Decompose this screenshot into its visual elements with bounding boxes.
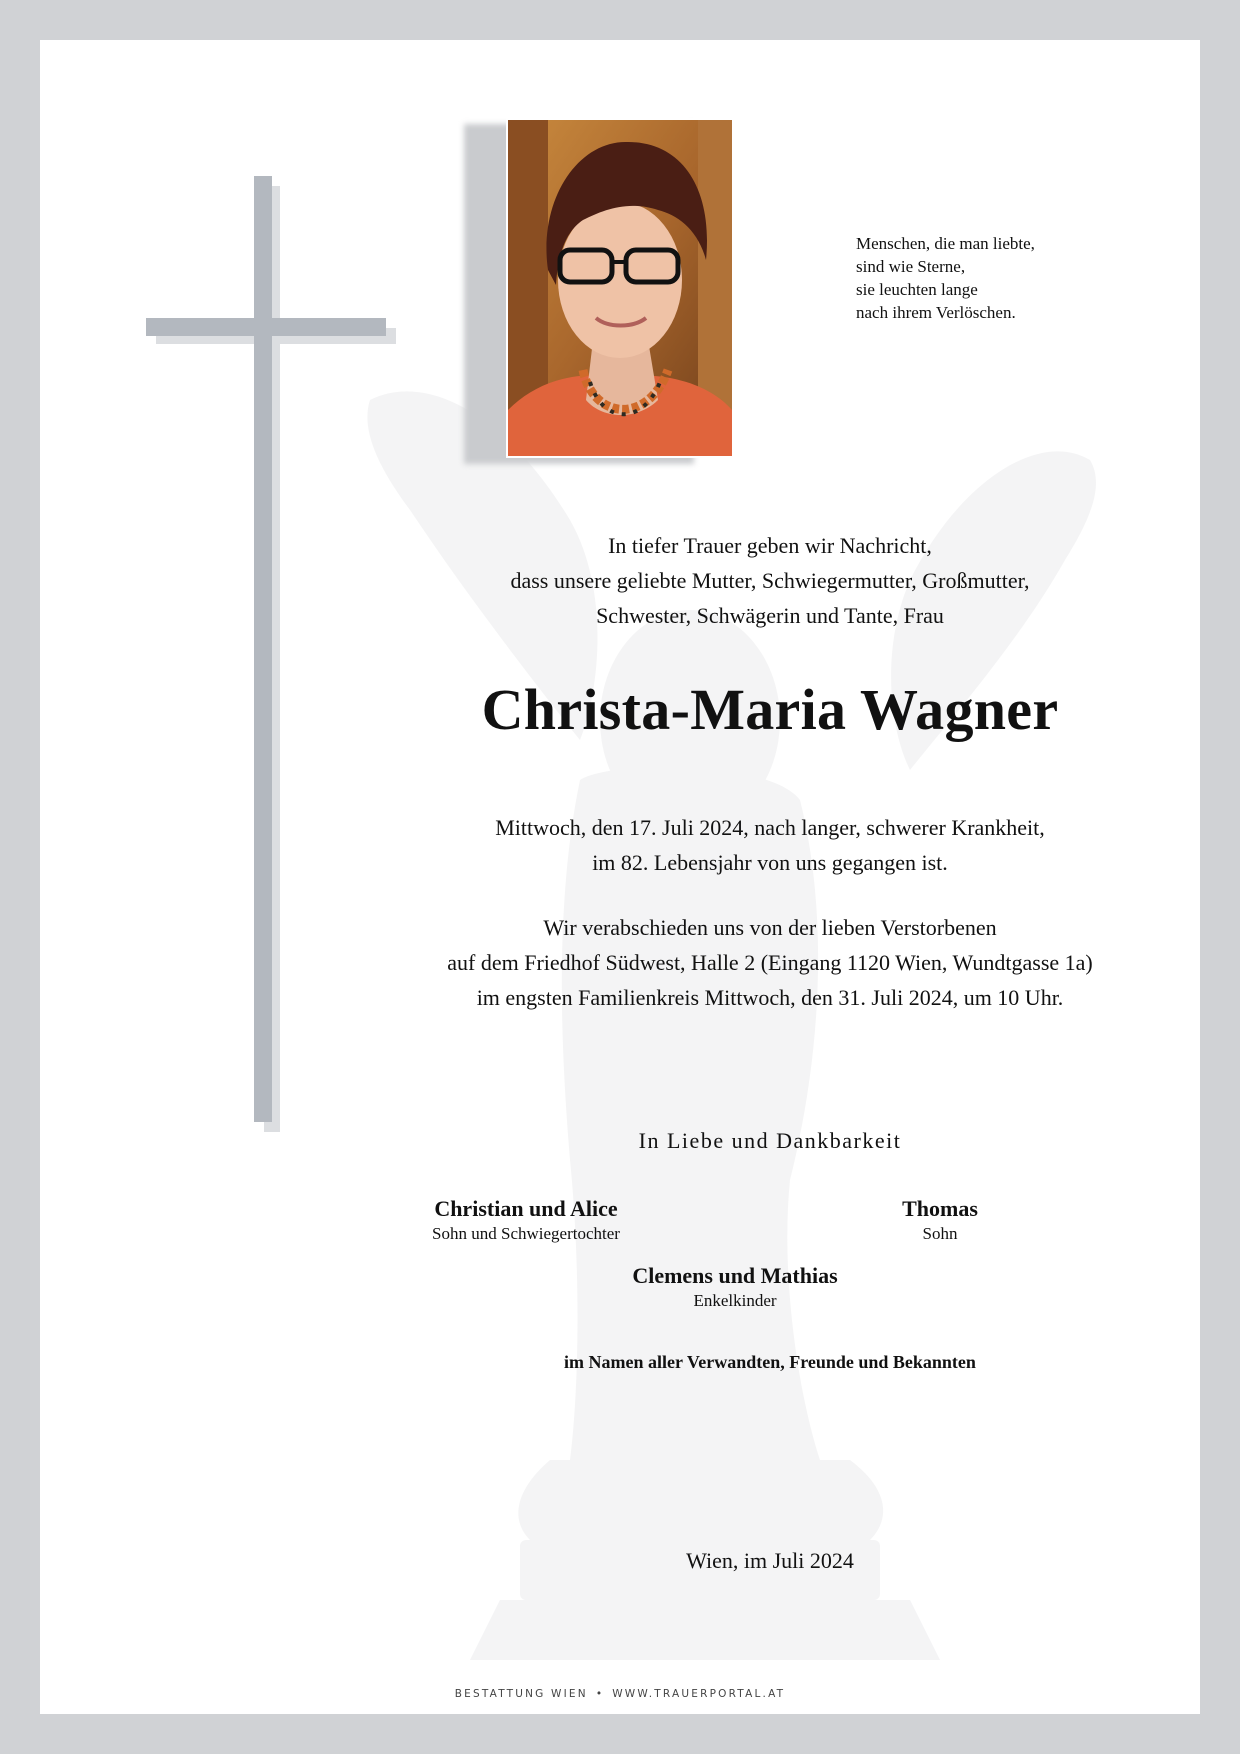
closing-line: In Liebe und Dankbarkeit	[638, 1128, 902, 1153]
death-line: Mittwoch, den 17. Juli 2024, nach langer, schwerer Krankheit,	[495, 815, 1045, 840]
portrait-photo	[506, 118, 734, 458]
funeral-service-info	[370, 910, 1170, 1015]
death-info	[370, 810, 1170, 880]
service-line: auf dem Friedhof Südwest, Halle 2 (Eingang 1120 Wien, Wundtgasse 1a)	[447, 950, 1093, 975]
mourner-relation: Enkelkinder	[693, 1291, 777, 1310]
deceased-name: Christa-Maria Wagner	[481, 677, 1059, 742]
intro-line: dass unsere geliebte Mutter, Schwiegermutter, Großmutter,	[510, 568, 1030, 593]
obituary-sheet	[40, 40, 1200, 1714]
mourner	[400, 1195, 652, 1245]
service-line: im engsten Familienkreis Mittwoch, den 31. Juli 2024, um 10 Uhr.	[476, 985, 1064, 1010]
mourner	[870, 1195, 1010, 1245]
footer-website-link[interactable]: WWW.TRAUERPORTAL.AT	[612, 1688, 786, 1700]
footer	[40, 1688, 1200, 1700]
service-line: Wir verabschieden uns von der lieben Verstorbenen	[543, 915, 997, 940]
mourner-name: Thomas	[902, 1196, 978, 1221]
intro-line: In tiefer Trauer geben wir Nachricht,	[608, 533, 932, 558]
announcement-intro	[370, 528, 1170, 633]
intro-line: Schwester, Schwägerin und Tante, Frau	[596, 603, 944, 628]
poem	[856, 232, 1035, 324]
mourner	[610, 1262, 860, 1312]
death-line: im 82. Lebensjahr von uns gegangen ist.	[592, 850, 948, 875]
poem-line: sie leuchten lange	[856, 280, 978, 299]
poem-line: sind wie Sterne,	[856, 257, 966, 276]
mourner-relation: Sohn	[922, 1224, 958, 1243]
footer-separator: •	[595, 1688, 605, 1700]
cross-icon	[146, 318, 386, 336]
footer-company: BESTATTUNG WIEN	[454, 1688, 588, 1700]
poem-line: Menschen, die man liebte,	[856, 234, 1035, 253]
mourner-relation: Sohn und Schwiegertochter	[432, 1224, 620, 1243]
place-date: Wien, im Juli 2024	[686, 1548, 854, 1573]
on-behalf-line: im Namen aller Verwandten, Freunde und Bekannten	[564, 1352, 976, 1372]
mourner-name: Christian und Alice	[434, 1196, 618, 1221]
poem-line: nach ihrem Verlöschen.	[856, 303, 1016, 322]
mourner-name: Clemens und Mathias	[632, 1263, 838, 1288]
